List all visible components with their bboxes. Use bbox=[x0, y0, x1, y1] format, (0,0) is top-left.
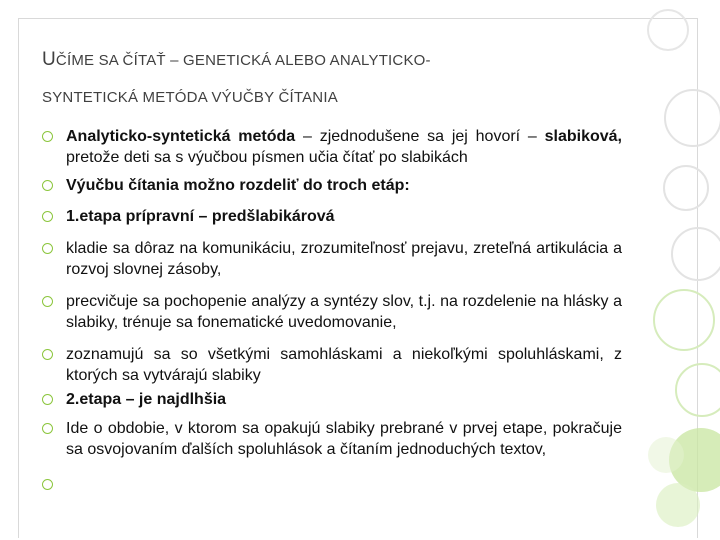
bullet-circle-icon bbox=[42, 479, 53, 490]
bullet-circle-icon bbox=[42, 180, 53, 191]
list-item: kladie sa dôraz na komunikáciu, zrozumiteľnosť prejavu, zreteľná artikulácia a rozvoj slovnej zásoby, bbox=[42, 238, 622, 280]
list-item bbox=[42, 474, 622, 495]
bullet-circle-icon bbox=[42, 131, 53, 142]
list-item: zoznamujú sa so všetkými samohláskami a niekoľkými spoluhláskami, z ktorých sa vytvárajú slabiky bbox=[42, 344, 622, 386]
bullet-circle-icon bbox=[42, 423, 53, 434]
bullet-circle-icon bbox=[42, 211, 53, 222]
list-item: 1.etapa prípravní – predšlabikárová bbox=[42, 206, 622, 227]
list-item: 2.etapa – je najdlhšia bbox=[42, 389, 622, 410]
list-item: precvičuje sa pochopenie analýzy a syntézy slov, t.j. na rozdelenie na hlásky a slabiky, trénuje sa fonematické uvedomovanie, bbox=[42, 291, 622, 333]
bullet-circle-icon bbox=[42, 394, 53, 405]
list-item: Analyticko-syntetická metóda – zjednodušene sa jej hovorí – slabiková, pretože deti sa s výučbou písmen učia čítať po slabikách bbox=[42, 126, 622, 168]
slide-title: UČÍME SA ČÍTAŤ – GENETICKÁ ALEBO ANALYTICKO- SYNTETICKÁ METÓDA VÝUČBY ČÍTANIA bbox=[42, 49, 431, 106]
list-item: Ide o obdobie, v ktorom sa opakujú slabiky prebrané v prvej etape, pokračuje sa osvojovaním ďalších spoluhlások a čítaním jednoduchých textov, bbox=[42, 418, 622, 460]
decorative-rings bbox=[638, 0, 720, 540]
bullet-circle-icon bbox=[42, 296, 53, 307]
bullet-circle-icon bbox=[42, 349, 53, 360]
list-item: Výučbu čítania možno rozdeliť do troch etáp: bbox=[42, 175, 622, 196]
bullet-list bbox=[42, 126, 622, 495]
bullet-circle-icon bbox=[42, 243, 53, 254]
